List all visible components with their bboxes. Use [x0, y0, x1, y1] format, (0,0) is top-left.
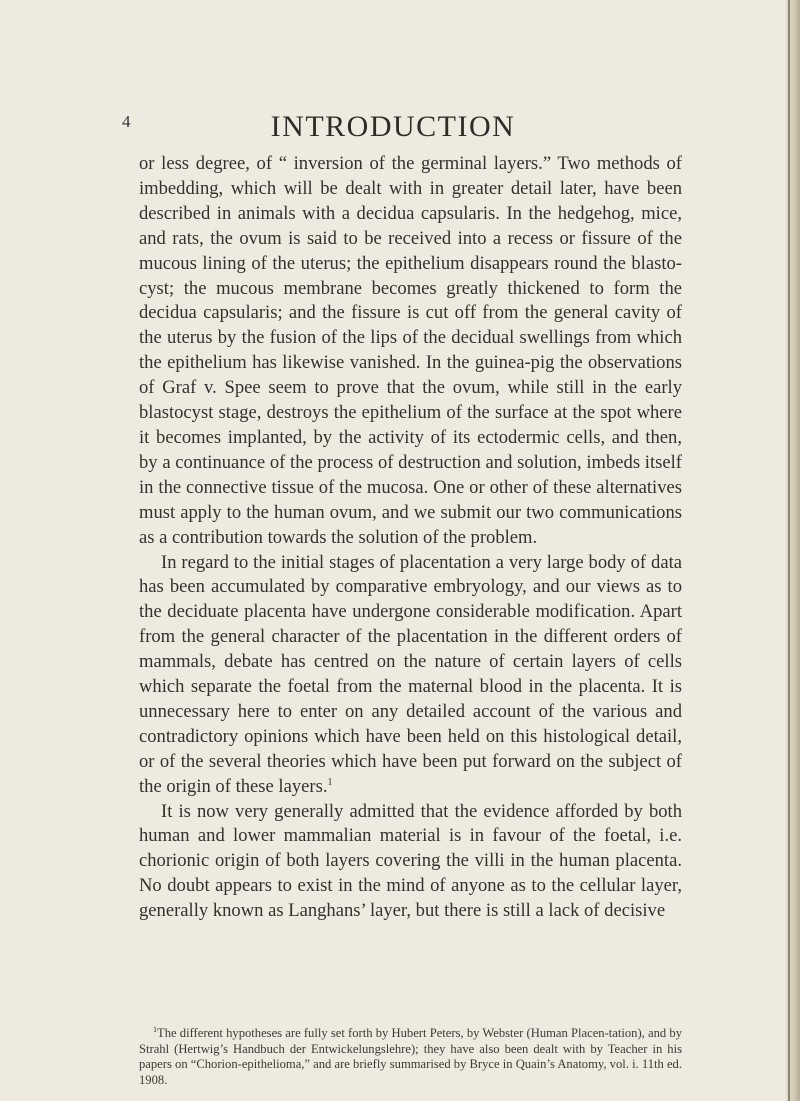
paragraph-1	[139, 152, 682, 551]
page-number: 4	[122, 112, 131, 131]
paragraph-2	[139, 551, 682, 800]
body-text	[139, 152, 682, 924]
page-header	[0, 110, 786, 146]
paragraph-1-text: or less degree, of “ inversion of the germinal layers.” Two methods of imbedding, which will be dealt with in greater detail later, have been described in animals with a decidua capsularis. In the hedgehog, mice, and rats, the ovum is said to be received into a recess or fissure of the mucous lining of the uterus; the epithelium disappears round the blasto-cyst; the mucous membrane becomes greatly thickened to form the decidua capsularis; and the fissure is cut off from the general cavity of the uterus by the fusion of the lips of the decidual swellings from which the epithelium has likewise vanished. In the guinea-pig the observations of Graf v. Spee seem to prove that the ovum, while still in the early blastocyst stage, destroys the epithelium of the surface at the spot where it becomes implanted, by the activity of its ectodermic cells, and then, by a continuance of the process of destruction and solution, imbeds itself in the connective tissue of the mucosa. One or other of these alternatives must apply to the human ovum, and we submit our two communications as a contribution towards the solution of the problem.	[139, 153, 682, 548]
paragraph-2-text: In regard to the initial stages of placentation a very large body of data has been accumulated by comparative embryology, and our views as to the deciduate placenta have undergone considerable modification. Apart from the general character of the placentation in the different orders of mammals, debate has centred on the nature of certain layers of cells which separate the foetal from the maternal blood in the placenta. It is unnecessary here to enter on any detailed account of the various and contradictory opinions which have been held on this histological detail, or of the several theories which have been put forward on the subject of the origin of these layers.	[139, 551, 682, 797]
footnote-reference[interactable]: 1	[327, 776, 333, 788]
page-edge-line	[788, 0, 790, 1101]
footnote-marker: 1	[153, 1024, 157, 1034]
paragraph-3	[139, 800, 682, 925]
footnote-text: The different hypotheses are fully set forth by Hubert Peters, by Webster (Human Placen-tation), and by Strahl (Hertwig’s Handbuch der Entwickelungslehre); they have also been dealt with by Teacher in his papers on “Chorion-epithelioma,” and are briefly summarised by Bryce in Quain’s Anatomy, vol. i. 11th ed. 1908.	[139, 1026, 682, 1087]
footnote-item	[139, 1026, 682, 1088]
running-head: INTRODUCTION	[270, 110, 516, 143]
footnotes	[139, 1026, 682, 1088]
paragraph-3-text: It is now very generally admitted that the evidence afforded by both human and lower mammalian material is in favour of the foetal, i.e. chorionic origin of both layers covering the villi in the human placenta. No doubt appears to exist in the mind of anyone as to the cellular layer, generally known as Langhans’ layer, but there is still a lack of decisive	[139, 800, 682, 922]
